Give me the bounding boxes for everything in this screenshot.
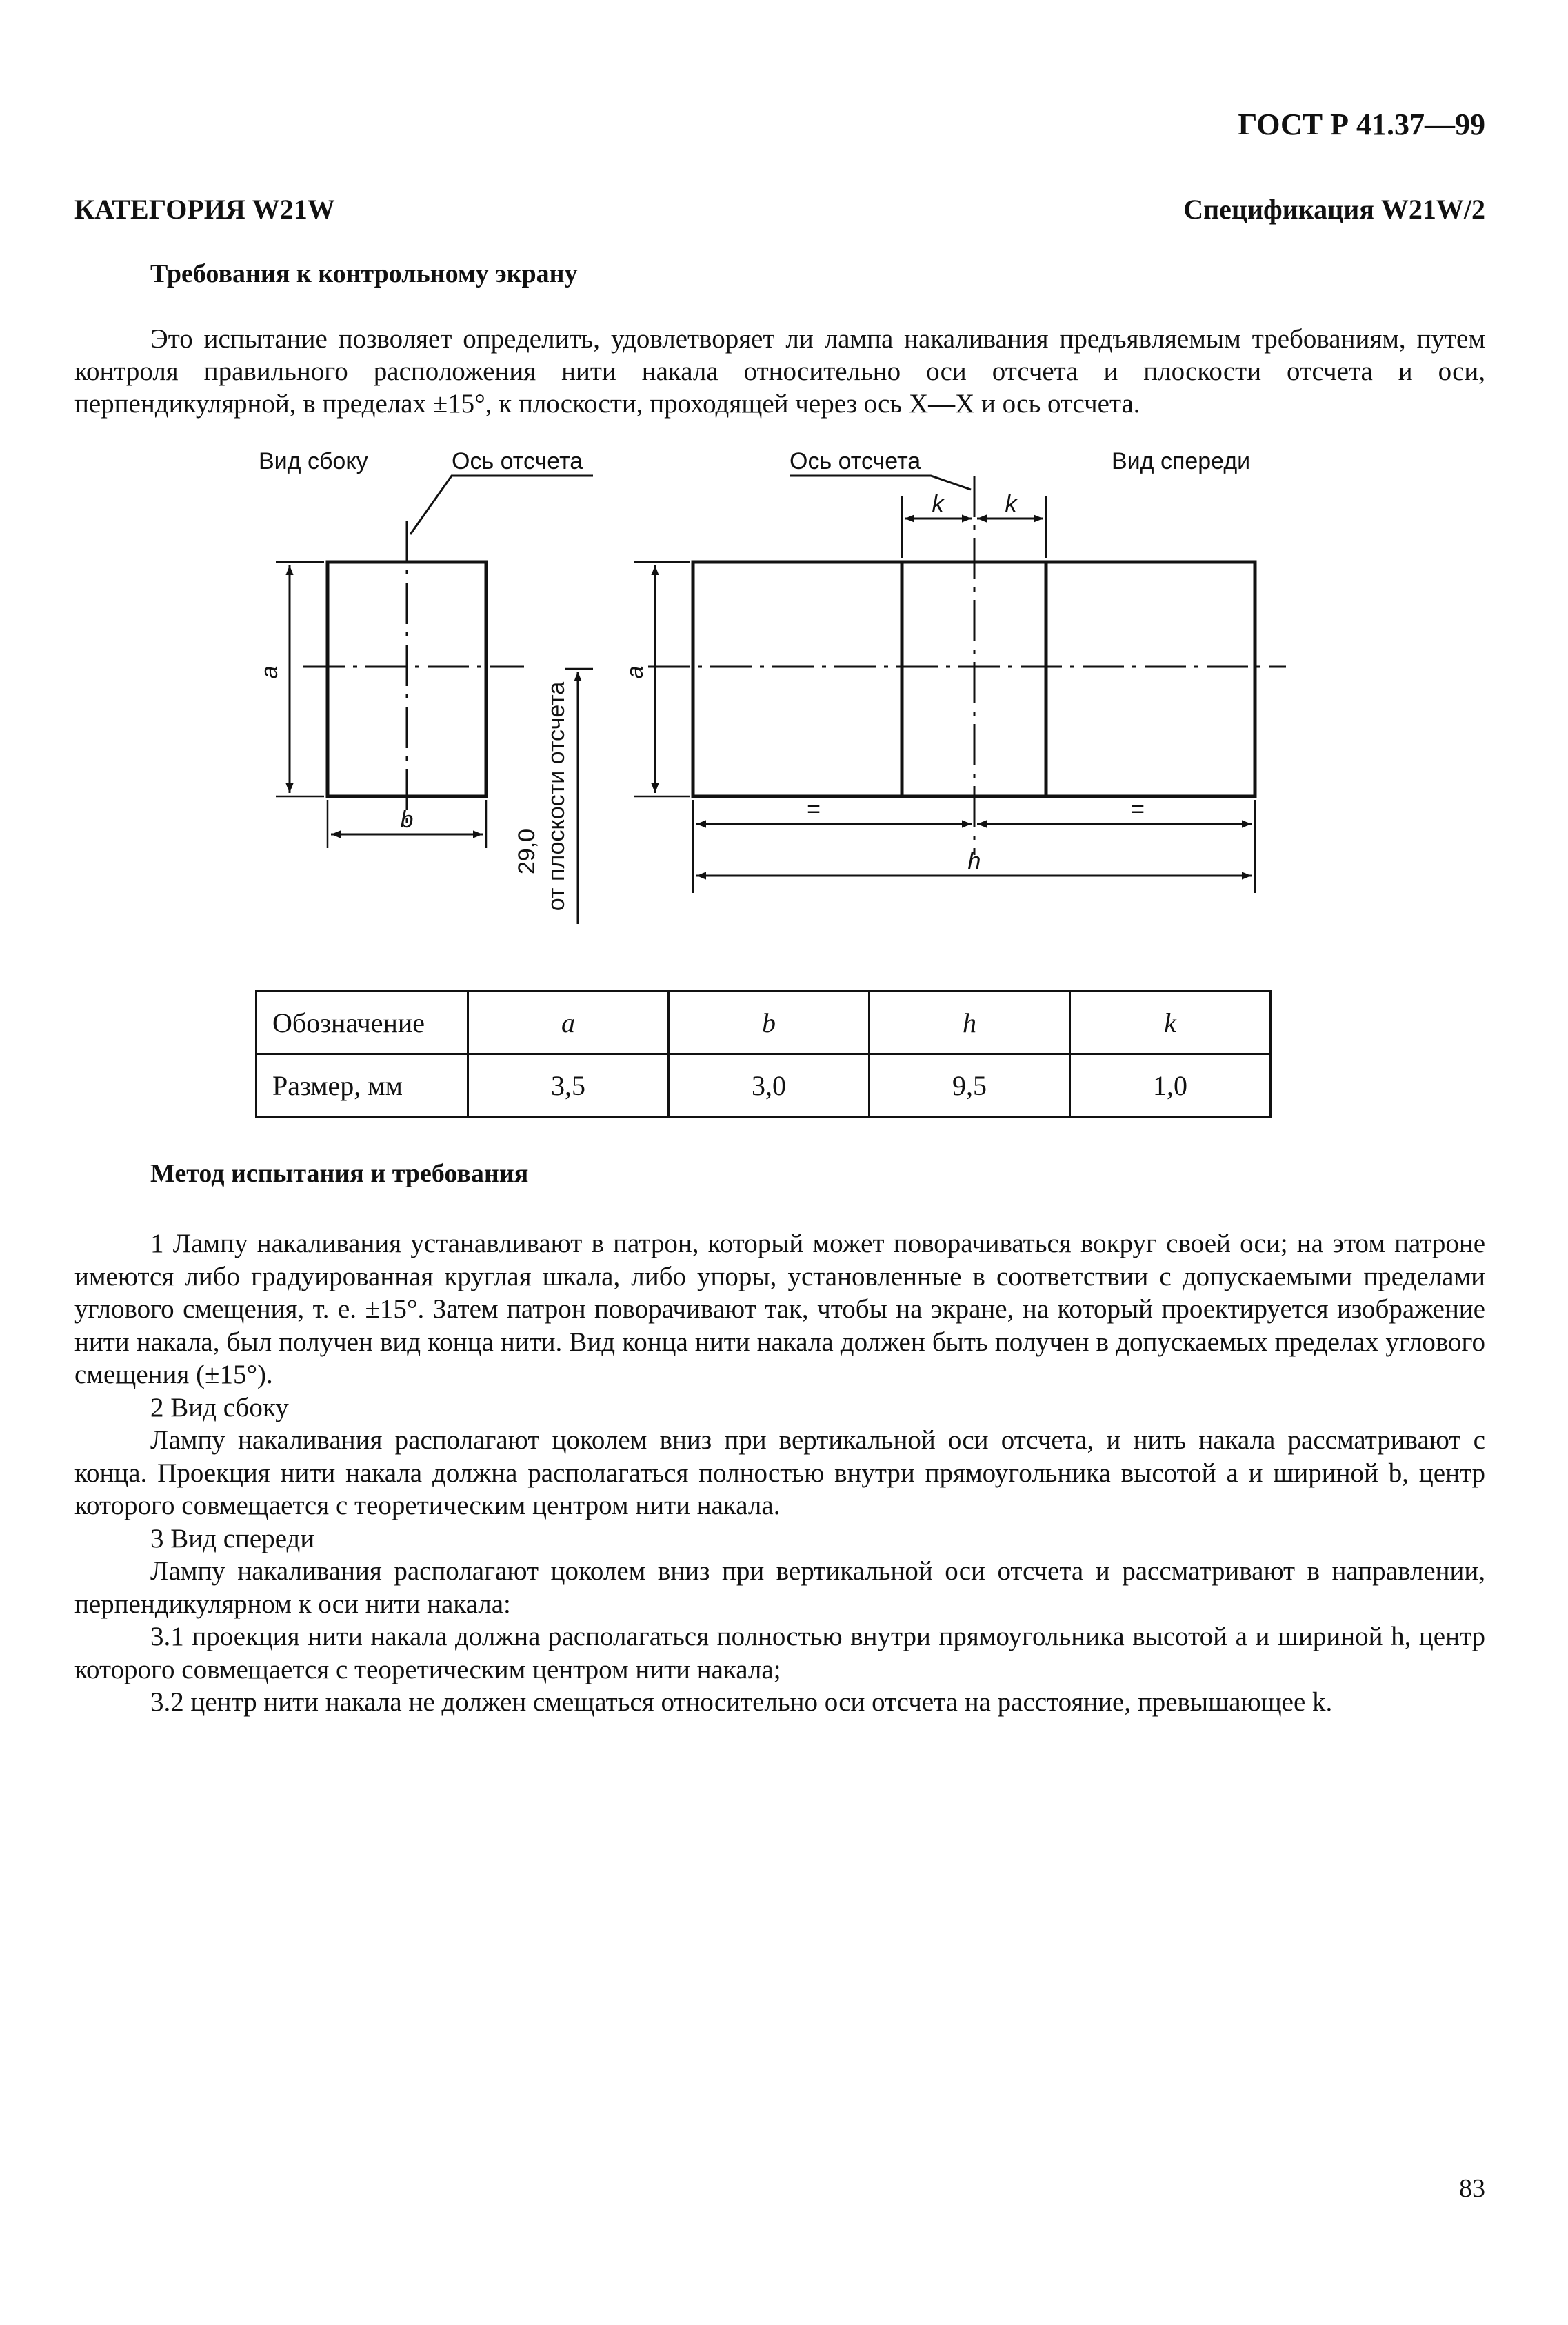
- front-view-label: Вид спереди: [1112, 448, 1251, 474]
- table-value-k: 1,0: [1070, 1054, 1271, 1117]
- dimensions-table: [255, 990, 1272, 1118]
- method-subtitle-side-view: 2 Вид сбоку: [150, 1392, 289, 1422]
- table-col-b: b: [669, 992, 870, 1054]
- side-b-label: b: [400, 807, 414, 833]
- table-value-a: 3,5: [468, 1054, 669, 1117]
- table-row: [257, 1054, 1271, 1117]
- table-value-b: 3,0: [669, 1054, 870, 1117]
- front-ref-axis-leader: [790, 476, 971, 490]
- intro-paragraph: Это испытание позволяет определить, удовлетворяет ли лампа накаливания предъявляемым требованиям, путем контроля правильного расположения нити накала относительно оси отсчета и плоскости отсчета и оси, перпендикулярной, в пределах ±15°, к плоскости, проходящей через ось X—X и ось отсчета.: [74, 324, 1485, 419]
- table-col-k: k: [1070, 992, 1271, 1054]
- filament-diagram: [0, 441, 1568, 965]
- equal-right-label: =: [1131, 796, 1145, 823]
- equal-left-label: =: [807, 796, 821, 823]
- vertical-29-value: 29,0: [514, 828, 540, 875]
- table-col-h: h: [870, 992, 1070, 1054]
- specification-title: Спецификация W21W/2: [1183, 194, 1485, 225]
- method-paragraph-2: Лампу накаливания располагают цоколем вниз при вертикальной оси отсчета, и нить накала рассматривают с конца. Проекция нити накала должна располагаться полностью внутри прямоугольника высотой a и шириной b, центр которого совмещается с теоретическим центром нити накала.: [74, 1425, 1485, 1520]
- table-row-label: Размер, мм: [257, 1054, 468, 1117]
- table-value-h: 9,5: [870, 1054, 1070, 1117]
- side-ref-axis-label: Ось отсчета: [452, 448, 583, 474]
- method-paragraph-1: 1 Лампу накаливания устанавливают в патрон, который может поворачиваться вокруг своей оси; на этом патроне имеются либо градуированная круглая шкала, либо упоры, установленные в соответствии с допускаемыми пределами углового смещения, т. е. ±15°. Затем патрон поворачивают так, чтобы на экране, на который проектируется изображение нити накала, был получен вид конца нити. Вид конца нити накала должен быть получен в допускаемых пределах углового смещения (±15°).: [74, 1229, 1485, 1389]
- section-heading-test-method: Метод испытания и требования: [150, 1159, 529, 1188]
- table-row: [257, 992, 1271, 1054]
- front-ref-axis-label: Ось отсчета: [790, 448, 921, 474]
- test-method-body: [74, 1227, 1485, 1719]
- vertical-29-caption: от плоскости отсчета: [543, 681, 570, 912]
- side-a-label: a: [257, 665, 283, 679]
- side-view-label: Вид сбоку: [259, 448, 368, 474]
- method-paragraph-3-1: 3.1 проекция нити накала должна располагаться полностью внутри прямоугольника высотой a и шириной h, центр которого совмещается с теоретическим центром нити накала;: [74, 1622, 1485, 1684]
- method-paragraph-3: Лампу накаливания располагают цоколем вниз при вертикальной оси отсчета и рассматривают в направлении, перпендикулярном к оси нити накала:: [74, 1556, 1485, 1619]
- section-heading-screen-requirements: Требования к контрольному экрану: [150, 259, 578, 288]
- side-ref-axis-leader: [410, 476, 593, 534]
- front-h-label: h: [967, 848, 981, 874]
- page-number: 83: [1459, 2174, 1485, 2203]
- standard-number: ГОСТ Р 41.37—99: [1238, 108, 1485, 141]
- table-header-label: Обозначение: [257, 992, 468, 1054]
- front-k-left-label: k: [932, 491, 944, 517]
- front-k-right-label: k: [1005, 491, 1017, 517]
- front-a-label: a: [622, 665, 648, 679]
- table-col-a: a: [468, 992, 669, 1054]
- method-paragraph-3-2: 3.2 центр нити накала не должен смещаться относительно оси отсчета на расстояние, превышающее k.: [150, 1687, 1333, 1717]
- method-subtitle-front-view: 3 Вид спереди: [150, 1523, 315, 1553]
- category-title: КАТЕГОРИЯ W21W: [74, 194, 335, 225]
